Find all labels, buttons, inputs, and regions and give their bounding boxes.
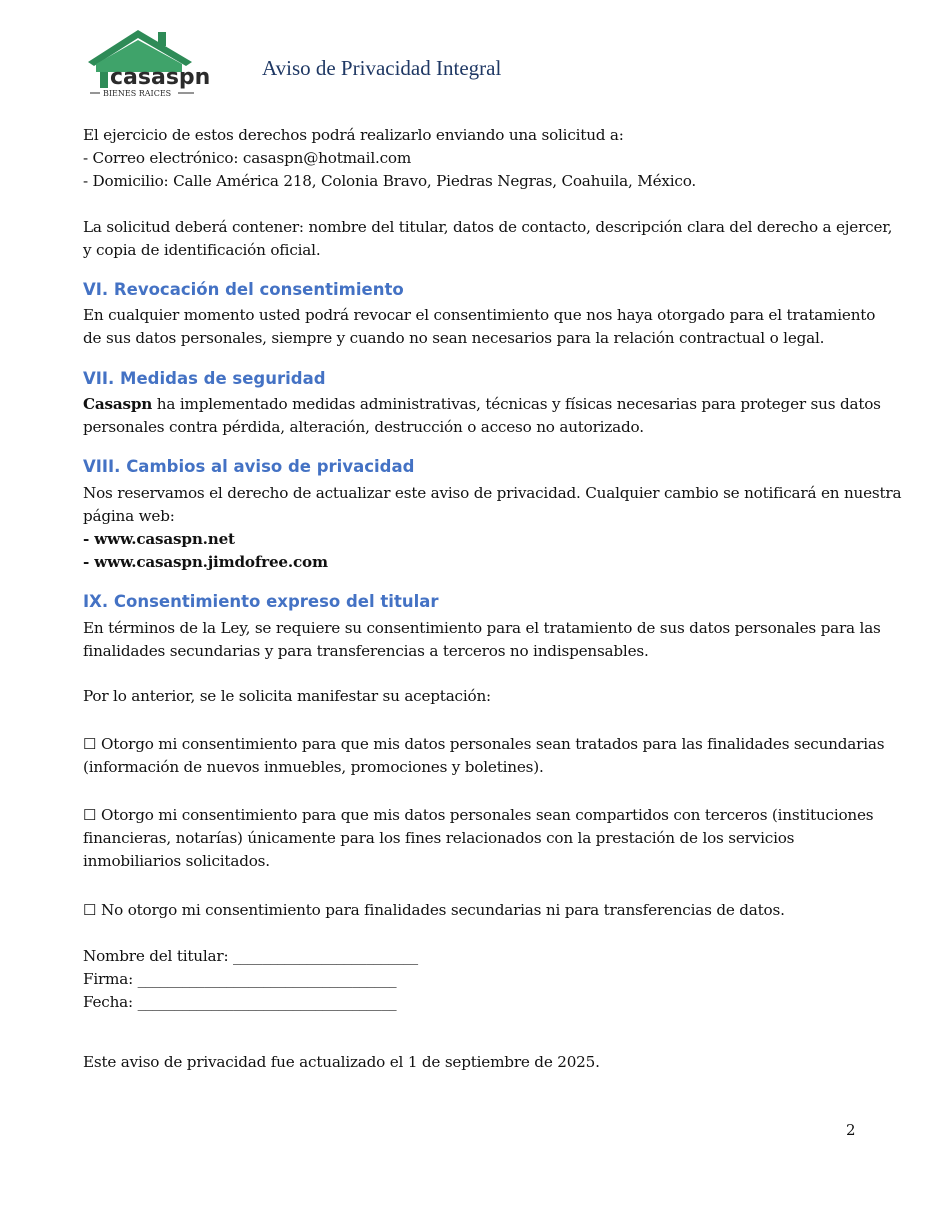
- heading-consent: IX. Consentimiento expreso del titular: [83, 592, 439, 611]
- text-line: personales contra pérdida, alteración, destrucción o acceso no autorizado.: [83, 418, 644, 436]
- heading-changes: VIII. Cambios al aviso de privacidad: [83, 457, 415, 476]
- checkbox-option-line[interactable]: ☐ Otorgo mi consentimiento para que mis datos personales sean tratados para las finalidades secundarias: [83, 735, 885, 753]
- rights-exercise-paragraph: [83, 124, 863, 193]
- holder-name-field[interactable]: Nombre del titular: _________________________: [83, 947, 418, 965]
- text-line: de sus datos personales, siempre y cuando no sean necesarios para la relación contractual o legal.: [83, 329, 825, 347]
- email-line: - Correo electrónico: casaspn@hotmail.com: [83, 149, 412, 167]
- signature-block: [83, 945, 863, 1014]
- text-line: (información de nuevos inmuebles, promociones y boletines).: [83, 758, 544, 776]
- consent-option-decline[interactable]: [83, 899, 863, 922]
- update-notice: [83, 1051, 863, 1074]
- page-number: 2: [846, 1121, 856, 1139]
- website-link[interactable]: - www.casaspn.jimdofree.com: [83, 553, 328, 571]
- consent-paragraph: [83, 617, 881, 663]
- text-line: inmobiliarios solicitados.: [83, 852, 270, 870]
- heading-revocation: VI. Revocación del consentimiento: [83, 280, 404, 299]
- checkbox-option-line[interactable]: ☐ No otorgo mi consentimiento para finalidades secundarias ni para transferencias de datos.: [83, 901, 785, 919]
- logo-subtitle: BIENES RAICES: [103, 89, 172, 98]
- text-line: [83, 393, 881, 416]
- checkbox-option-line[interactable]: ☐ Otorgo mi consentimiento para que mis datos personales sean compartidos con terceros (instituciones: [83, 806, 874, 824]
- text-line: y copia de identificación oficial.: [83, 241, 321, 259]
- text-line: En cualquier momento usted podrá revocar el consentimiento que nos haya otorgado para el tratamiento: [83, 306, 876, 324]
- text-line: La solicitud deberá contener: nombre del titular, datos de contacto, descripción clara del derecho a ejercer,: [83, 218, 893, 236]
- brand-name: Casaspn: [83, 395, 153, 413]
- heading-security: VII. Medidas de seguridad: [83, 369, 326, 388]
- company-logo: [86, 28, 211, 100]
- text-line: El ejercicio de estos derechos podrá realizarlo enviando una solicitud a:: [83, 126, 624, 144]
- document-title: Aviso de Privacidad Integral: [262, 56, 502, 80]
- house-logo-icon: [86, 28, 211, 100]
- request-paragraph: [83, 216, 893, 262]
- text-line: Por lo anterior, se le solicita manifestar su aceptación:: [83, 687, 491, 705]
- consent-prompt: [83, 685, 863, 708]
- date-field[interactable]: Fecha: ___________________________________: [83, 993, 397, 1011]
- text-line: financieras, notarías) únicamente para los fines relacionados con la prestación de los servicios: [83, 829, 795, 847]
- logo-text: casaspn: [110, 65, 211, 90]
- text-line: Nos reservamos el derecho de actualizar este aviso de privacidad. Cualquier cambio se notificará en nuestra: [83, 484, 902, 502]
- text-line: página web:: [83, 507, 175, 525]
- text-line: En términos de la Ley, se requiere su consentimiento para el tratamiento de sus datos personales para las: [83, 619, 881, 637]
- website-link[interactable]: - www.casaspn.net: [83, 530, 235, 548]
- security-paragraph: [83, 393, 881, 439]
- consent-option-secondary[interactable]: [83, 733, 885, 779]
- changes-paragraph: [83, 482, 902, 574]
- text-line: finalidades secundarias y para transferencias a terceros no indispensables.: [83, 642, 649, 660]
- signature-field[interactable]: Firma: ___________________________________: [83, 970, 397, 988]
- consent-option-transfers[interactable]: [83, 804, 874, 873]
- address-line: - Domicilio: Calle América 218, Colonia Bravo, Piedras Negras, Coahuila, México.: [83, 172, 697, 190]
- text-fragment: ha implementado medidas administrativas, técnicas y físicas necesarias para proteger sus datos: [152, 395, 881, 413]
- text-line: Este aviso de privacidad fue actualizado el 1 de septiembre de 2025.: [83, 1053, 600, 1071]
- revocation-paragraph: [83, 304, 876, 350]
